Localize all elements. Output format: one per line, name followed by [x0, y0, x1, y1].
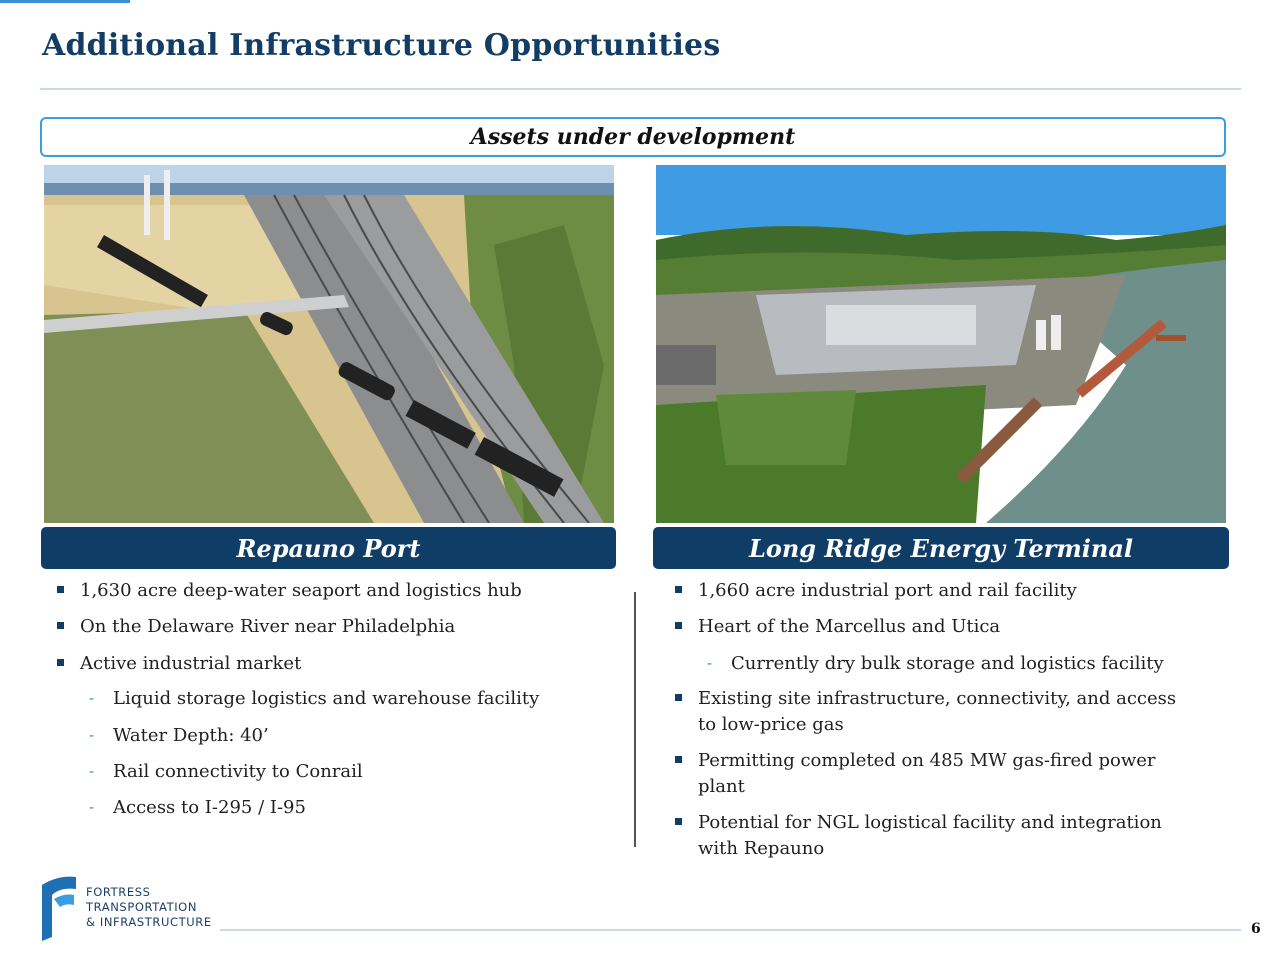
bullet-marker-icon	[57, 586, 64, 593]
bullet-marker-icon	[675, 622, 682, 629]
bullet-marker-icon	[675, 756, 682, 763]
dash-icon: -	[89, 691, 95, 707]
slide-title: Additional Infrastructure Opportunities	[42, 28, 721, 63]
caption-label: Repauno Port	[236, 533, 421, 563]
sub-bullet-item: - Currently dry bulk storage and logistics facility	[731, 651, 1164, 677]
bullet-item: Heart of the Marcellus and Utica	[698, 614, 1000, 640]
bullet-item: Active industrial market	[80, 651, 301, 677]
bullet-marker-icon	[57, 659, 64, 666]
sub-bullet-item: - Access to I-295 / I-95	[113, 795, 306, 821]
repauno-port-photo	[44, 165, 614, 523]
bullet-marker-icon	[57, 622, 64, 629]
bullet-marker-icon	[675, 586, 682, 593]
top-accent-bar	[0, 0, 130, 3]
dash-icon: -	[89, 800, 95, 816]
dash-icon: -	[707, 656, 713, 672]
sub-bullet-item: - Water Depth: 40’	[113, 723, 269, 749]
dash-icon: -	[89, 764, 95, 780]
sub-bullet-item: - Liquid storage logistics and warehouse facility	[113, 686, 539, 712]
bullet-item: On the Delaware River near Philadelphia	[80, 614, 455, 640]
column-divider	[634, 592, 636, 847]
sub-bullet-item: - Rail connectivity to Conrail	[113, 759, 363, 785]
dash-icon: -	[89, 728, 95, 744]
bullet-marker-icon	[675, 694, 682, 701]
section-banner	[40, 117, 1226, 157]
caption-label: Long Ridge Energy Terminal	[748, 533, 1134, 563]
long-ridge-terminal-photo	[656, 165, 1226, 523]
banner-label: Assets under development	[470, 124, 796, 150]
long-ridge-caption	[653, 527, 1229, 569]
footer-divider	[220, 929, 1241, 931]
bullet-item: Permitting completed on 485 MW gas-fired power plant	[698, 748, 1155, 800]
title-divider	[40, 88, 1241, 90]
page-number: 6	[1251, 921, 1261, 937]
repauno-port-caption	[41, 527, 616, 569]
bullet-item: 1,630 acre deep-water seaport and logistics hub	[80, 578, 522, 604]
bullet-item: Potential for NGL logistical facility and integration with Repauno	[698, 810, 1162, 862]
company-logo-text: FORTRESS TRANSPORTATION & INFRASTRUCTURE	[86, 885, 212, 929]
bullet-item: Existing site infrastructure, connectivity, and access to low-price gas	[698, 686, 1176, 738]
bullet-marker-icon	[675, 818, 682, 825]
bullet-item: 1,660 acre industrial port and rail facility	[698, 578, 1077, 604]
